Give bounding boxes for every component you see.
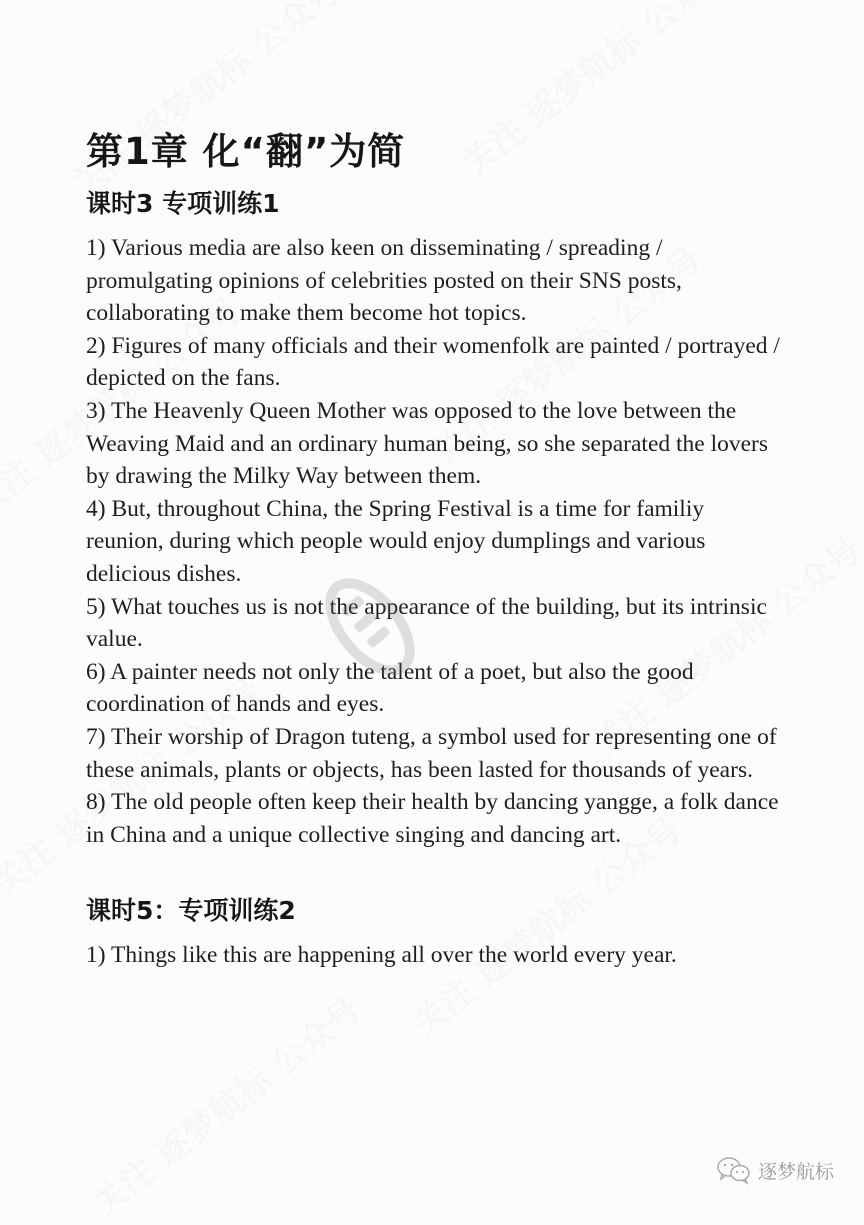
answer-item: 1) Various media are also keen on disseminating / spreading / promulgating opinions of celebrities posted on their SNS posts, collaborating to make them become hot topics. (86, 235, 682, 327)
answer-list-lesson-3 (86, 232, 786, 851)
section-title-lesson-5: 课时5：专项训练2 (86, 896, 296, 926)
answer-item: 4) But, throughout China, the Spring Festival is a time for familiy reunion, during which people would enjoy dumplings and various delicious dishes. (86, 495, 706, 587)
answer-item: 6) A painter needs not only the talent of a poet, but also the good coordination of hands and eyes. (86, 658, 694, 718)
chapter-title: 第1章 化“翻”为简 (86, 130, 406, 173)
section-title-lesson-3: 课时3 专项训练1 (86, 189, 280, 218)
background-watermark (80, 984, 370, 1225)
answer-item: 7) Their worship of Dragon tuteng, a symbol used for representing one of these animals, plants or objects, has been lasted for thousands of years. (86, 723, 777, 783)
answer-item: 2) Figures of many officials and their womenfolk are painted / portrayed / depicted on the fans. (86, 332, 780, 392)
answer-item: 1) Things like this are happening all over the world every year. (86, 942, 677, 969)
footer-brand-watermark (716, 1155, 834, 1185)
answer-item: 5) What touches us is not the appearance of the building, but its intrinsic value. (86, 593, 767, 653)
wechat-icon (716, 1155, 752, 1185)
answer-item: 3) The Heavenly Queen Mother was opposed to the love between the Weaving Maid and an ordinary human being, so she separated the lovers by drawing the Milky Way between them. (86, 397, 769, 490)
answer-item: 8) The old people often keep their health by dancing yangge, a folk dance in China and a unique collective singing and dancing art. (86, 789, 779, 848)
answer-list-lesson-5 (86, 939, 786, 972)
document-page (86, 128, 786, 972)
footer-brand-name: 逐梦航标 (757, 1160, 834, 1183)
